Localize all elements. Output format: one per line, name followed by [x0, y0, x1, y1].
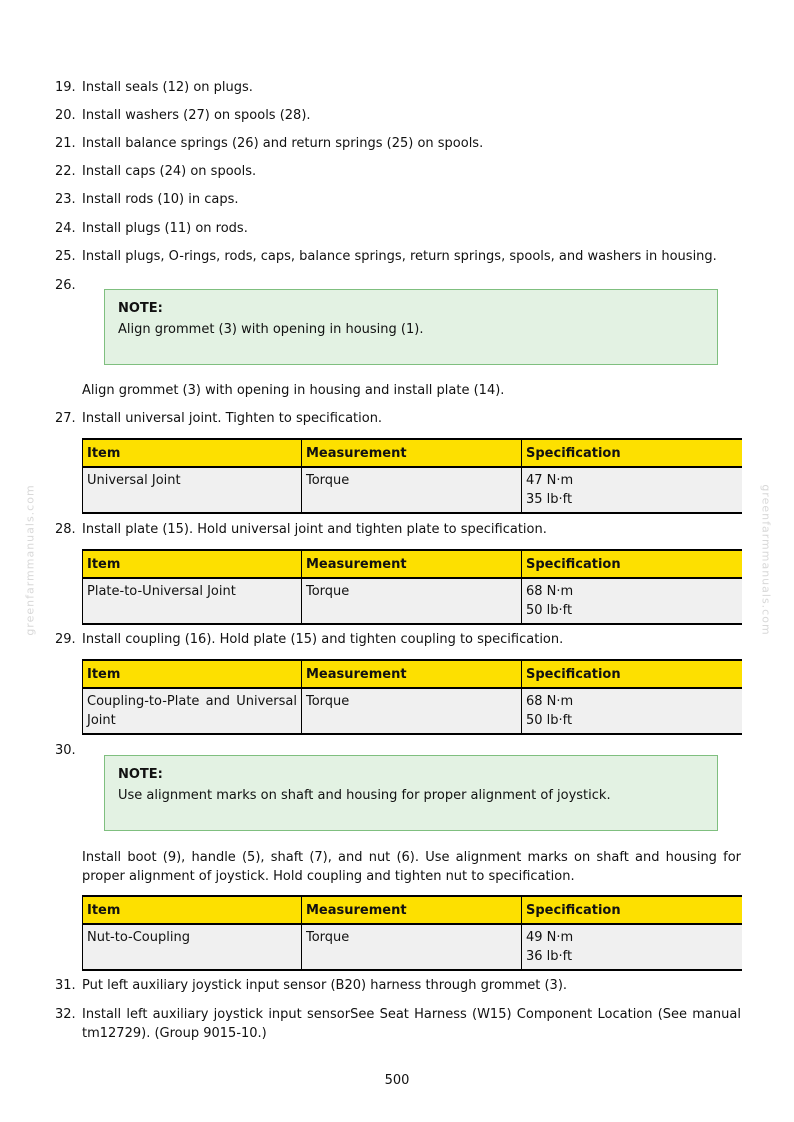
header-measurement: Measurement [302, 896, 522, 924]
step-number: 30. [55, 743, 76, 758]
table-header-row [83, 896, 742, 924]
table-row [83, 578, 742, 624]
step-number: 20. [55, 108, 76, 123]
spec-metric: 49 N·m [526, 930, 574, 945]
step-number: 24. [55, 221, 76, 236]
watermark-right: greenfarmmanuals.com [759, 484, 773, 636]
step-number: 22. [55, 164, 76, 179]
spec-imperial: 35 lb·ft [526, 492, 573, 507]
step-text: Install coupling (16). Hold plate (15) and tighten coupling to specification. [82, 632, 564, 647]
step-number: 26. [55, 278, 76, 293]
step-26-text: Align grommet (3) with opening in housing and install plate (14). [82, 383, 505, 398]
header-measurement: Measurement [302, 550, 522, 578]
spec-table-nut [82, 895, 742, 971]
header-specification: Specification [522, 550, 742, 578]
cell-item: Universal Joint [83, 467, 302, 513]
spec-metric: 47 N·m [526, 473, 574, 488]
cell-item: Nut-to-Coupling [83, 924, 302, 970]
step-text: Install rods (10) in caps. [82, 192, 239, 207]
step-number: 23. [55, 192, 76, 207]
step-30-text: Install boot (9), handle (5), shaft (7), and nut (6). Use alignment marks on shaft and housing for proper alignment of joystick. Hold coupling and tighten nut to specification. [82, 850, 741, 884]
cell-measurement: Torque [302, 467, 522, 513]
note-box [104, 755, 718, 831]
step-number: 28. [55, 522, 76, 537]
step-number: 32. [55, 1007, 76, 1022]
step-text: Install plugs, O-rings, rods, caps, balance springs, return springs, spools, and washers in housing. [82, 249, 717, 264]
step-text: Install washers (27) on spools (28). [82, 108, 311, 123]
cell-measurement: Torque [302, 578, 522, 624]
spec-imperial: 50 lb·ft [526, 603, 573, 618]
header-measurement: Measurement [302, 439, 522, 467]
header-item: Item [83, 550, 302, 578]
table-row [83, 688, 742, 734]
note-box [104, 289, 718, 365]
header-item: Item [83, 660, 302, 688]
watermark-left: greenfarmmanuals.com [23, 484, 37, 636]
spec-table-universal-joint [82, 438, 742, 514]
cell-item: Coupling-to-Plate and Universal Joint [83, 688, 302, 734]
step-number: 21. [55, 136, 76, 151]
cell-item: Plate-to-Universal Joint [83, 578, 302, 624]
cell-measurement: Torque [302, 688, 522, 734]
header-specification: Specification [522, 660, 742, 688]
cell-specification [522, 578, 742, 624]
header-specification: Specification [522, 439, 742, 467]
step-text: Install caps (24) on spools. [82, 164, 257, 179]
spec-imperial: 50 lb·ft [526, 713, 573, 728]
note-title: NOTE: [118, 301, 163, 316]
header-item: Item [83, 896, 302, 924]
step-text: Install left auxiliary joystick input sensorSee Seat Harness (W15) Component Location (See manual tm12729). (Group 9015-10.) [82, 1007, 741, 1041]
spec-metric: 68 N·m [526, 694, 574, 709]
note-title: NOTE: [118, 767, 163, 782]
table-header-row [83, 439, 742, 467]
table-row [83, 467, 742, 513]
cell-specification [522, 688, 742, 734]
table-row [83, 924, 742, 970]
step-number: 27. [55, 411, 76, 426]
step-text: Install universal joint. Tighten to specification. [82, 411, 383, 426]
spec-table-coupling [82, 659, 742, 735]
step-number: 29. [55, 632, 76, 647]
spec-imperial: 36 lb·ft [526, 949, 573, 964]
step-text: Install seals (12) on plugs. [82, 80, 253, 95]
cell-specification [522, 924, 742, 970]
header-specification: Specification [522, 896, 742, 924]
note-text: Align grommet (3) with opening in housing (1). [118, 322, 424, 337]
header-item: Item [83, 439, 302, 467]
cell-measurement: Torque [302, 924, 522, 970]
page-number: 500 [384, 1073, 410, 1088]
step-text: Install plate (15). Hold universal joint and tighten plate to specification. [82, 522, 547, 537]
step-text: Put left auxiliary joystick input sensor (B20) harness through grommet (3). [82, 978, 568, 993]
step-number: 25. [55, 249, 76, 264]
note-text: Use alignment marks on shaft and housing for proper alignment of joystick. [118, 788, 611, 803]
spec-metric: 68 N·m [526, 584, 574, 599]
step-number: 31. [55, 978, 76, 993]
table-header-row [83, 550, 742, 578]
step-text: Install balance springs (26) and return springs (25) on spools. [82, 136, 484, 151]
step-text: Install plugs (11) on rods. [82, 221, 248, 236]
header-measurement: Measurement [302, 660, 522, 688]
spec-table-plate [82, 549, 742, 625]
table-header-row [83, 660, 742, 688]
cell-specification [522, 467, 742, 513]
step-number: 19. [55, 80, 76, 95]
